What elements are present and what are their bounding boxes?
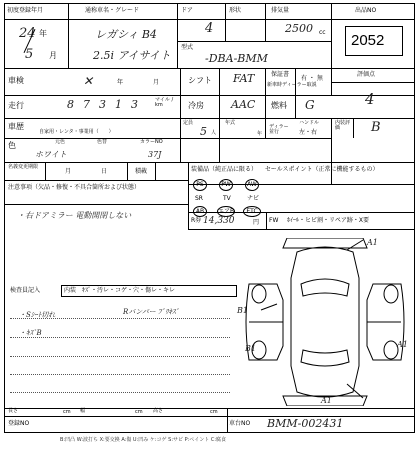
handle-label: ハンドル [299, 120, 320, 126]
model-label: 型式 [181, 44, 194, 51]
shape-label: 形状 [229, 7, 242, 14]
height-label: 高さ [153, 408, 164, 414]
grid-line [219, 68, 220, 162]
year-unit: 年 [39, 29, 47, 38]
interior-label: 内装評価 [335, 120, 351, 131]
name-change-date: 月 日 [65, 168, 120, 175]
name-change-label: 名義変更期限 [8, 164, 39, 170]
grid-line [127, 162, 128, 180]
grid-line [180, 68, 181, 162]
grid-line [331, 118, 332, 184]
first-reg-label: 初度登録年月 [7, 7, 44, 14]
damage-code-legend: B:凹凸 W:波打ち X:要交換 A:傷 U:凹み ケ:コゲ S:サビ P:ペイント C:腐食 [60, 437, 227, 443]
damage-b1-left: B1 [237, 306, 248, 315]
equipment-ps: PS [193, 179, 207, 191]
chassis-label: 車台NO [229, 420, 251, 427]
length-label: 長さ [8, 408, 19, 414]
grid-line [227, 408, 228, 432]
mileage-value: 87313 [67, 98, 147, 111]
warranty-sub: 新車時ディーラー取説 [267, 82, 317, 88]
notes-value: ・右ドアミラー 電動開閉しない [17, 211, 132, 220]
capacity-label: 定員 [183, 120, 194, 126]
rating-value: 4 [365, 90, 375, 108]
car-grade: 2.5i アイサイト [93, 49, 171, 62]
recycle-label: R券 [191, 217, 202, 224]
capacity-unit: 人 [211, 130, 217, 136]
grid-line [155, 162, 156, 180]
grid-line [265, 4, 266, 41]
shift-label: シフト [188, 76, 212, 85]
grid-line [5, 95, 414, 96]
color-no-value: 37J [148, 150, 162, 159]
height-unit: cm [210, 409, 218, 415]
ac-label: 冷房 [188, 101, 204, 110]
color-label: 色 [8, 141, 16, 150]
fw-text: ﾎｲｰﾙ・ヒビ割・リペア跡・X要 [287, 217, 369, 224]
first-reg-year: 24 [19, 26, 36, 41]
ruled-line [10, 392, 230, 393]
color-sub-changed: 色替 [97, 139, 108, 145]
grid-line [5, 19, 414, 20]
first-reg-month: 5 [25, 47, 34, 62]
inspection-label: 車検 [8, 76, 24, 85]
rating-label: 評価点 [357, 71, 376, 78]
lot-number: 2052 [351, 32, 385, 49]
ruled-line [10, 337, 230, 338]
inspector-note-2: Rバンパー ﾌﾞﾘｷｽﾞ [123, 308, 180, 316]
warranty-label: 保証書 [271, 71, 290, 78]
equipment-sr: SR [195, 195, 203, 202]
grid-line [331, 82, 414, 83]
fuel-label: 燃料 [271, 101, 287, 110]
month-unit: 月 [49, 51, 57, 60]
recycle-value: 14,330 [203, 216, 235, 226]
equipment-aw: AW [245, 179, 259, 191]
mileage-label: 走行 [8, 101, 24, 110]
equipment-navi: ナビ [247, 195, 260, 202]
displacement-value: 2500 [285, 22, 313, 35]
grid-line [177, 4, 178, 68]
door-label: ドア [181, 7, 193, 14]
grid-line [353, 118, 354, 138]
width-label: 幅 [80, 408, 86, 414]
grid-line [5, 138, 331, 139]
notes-label: 注意事項（欠品・修復・不具合箇所および状態） [8, 184, 141, 191]
recycle-unit: 円 [253, 219, 260, 226]
capacity-value: 5 [200, 125, 207, 138]
grid-line [5, 416, 414, 417]
fuel-value: G [305, 98, 315, 112]
reg-no-label: 登録NO [8, 420, 30, 427]
length-unit: cm [63, 409, 71, 415]
damage-b1-side: B1 [245, 344, 256, 353]
grid-line [5, 204, 188, 205]
chassis-value: BMM-002431 [267, 417, 344, 430]
model-year-label: 年式 [225, 120, 236, 126]
history-options: 自家用・レンタ・事業用（ ） [39, 129, 114, 135]
car-name-label: 通称車名・グレード [85, 7, 140, 14]
grid-line [188, 229, 414, 230]
grid-line [265, 68, 266, 138]
grid-line [45, 162, 46, 180]
car-name: レガシィ B4 [95, 28, 157, 41]
mileage-unit: マイル / km [155, 97, 174, 108]
door-value: 4 [205, 21, 214, 36]
inspector-label: 検査員記入 [10, 287, 41, 294]
grid-line [266, 212, 267, 229]
auction-sheet [4, 3, 415, 433]
equipment-ab: AB [193, 206, 207, 217]
damage-a1-right: A1 [397, 340, 408, 349]
grid-line [5, 162, 414, 163]
inspector-note-3: ・ｷｽﾞB [19, 329, 42, 337]
model-year-unit: 年 [257, 131, 263, 137]
equipment-airbag: エアB [218, 208, 235, 215]
width-unit: cm [135, 409, 143, 415]
lot-label: 出品NO [355, 7, 377, 14]
sales-point-label: セールスポイント（正常に機能するもの） [265, 166, 379, 173]
model-value: -DBA-BMM [205, 52, 268, 65]
damage-a1-front: A1 [367, 238, 378, 247]
memo-label: 積載 [135, 168, 148, 175]
handle-value: 左・右 [299, 129, 318, 136]
warranty-options: 有 ・ 無 [301, 75, 323, 82]
ruled-line [10, 374, 230, 375]
inspection-year-unit: 年 [117, 79, 124, 86]
fw-label: FW [269, 217, 279, 224]
grid-line [177, 41, 331, 42]
ruled-line [10, 318, 230, 319]
equipment-etc: ETC [243, 206, 261, 217]
damage-a1-rear: A1 [321, 396, 332, 405]
interior-value: B [371, 120, 381, 135]
dealer-label: ディラー並行 [269, 124, 289, 135]
displacement-label: 排気量 [271, 7, 290, 14]
grid-line [225, 4, 226, 41]
inspection-value: ✕ [83, 74, 94, 88]
equipment-tv: TV [223, 195, 231, 202]
inspection-month-unit: 月 [153, 79, 160, 86]
color-sub-original: 元色 [55, 139, 66, 145]
grid-line [5, 180, 188, 181]
ac-value: AAC [231, 98, 256, 111]
equipment-pw: PW [219, 179, 233, 191]
grid-line [68, 4, 69, 68]
car-damage-diagram [237, 238, 413, 406]
grid-line [295, 68, 296, 118]
grid-line [188, 162, 189, 229]
inspector-tags: 内装 ｷｽﾞ・汚レ・コゲ・穴・傷レ・キレ [64, 287, 175, 294]
grid-line [5, 68, 414, 69]
ruled-line [10, 356, 230, 357]
equipment-label: 装備品（純正品に限る） [191, 166, 258, 173]
color-value: ホワイト [35, 150, 67, 159]
displacement-unit: cc [319, 29, 326, 36]
shift-value: FAT [233, 72, 255, 85]
history-label: 車歴 [8, 122, 24, 131]
inspector-note-1: ・Sｼｰﾄ切れ [19, 311, 56, 319]
color-no-label: カラーNO [140, 139, 163, 145]
